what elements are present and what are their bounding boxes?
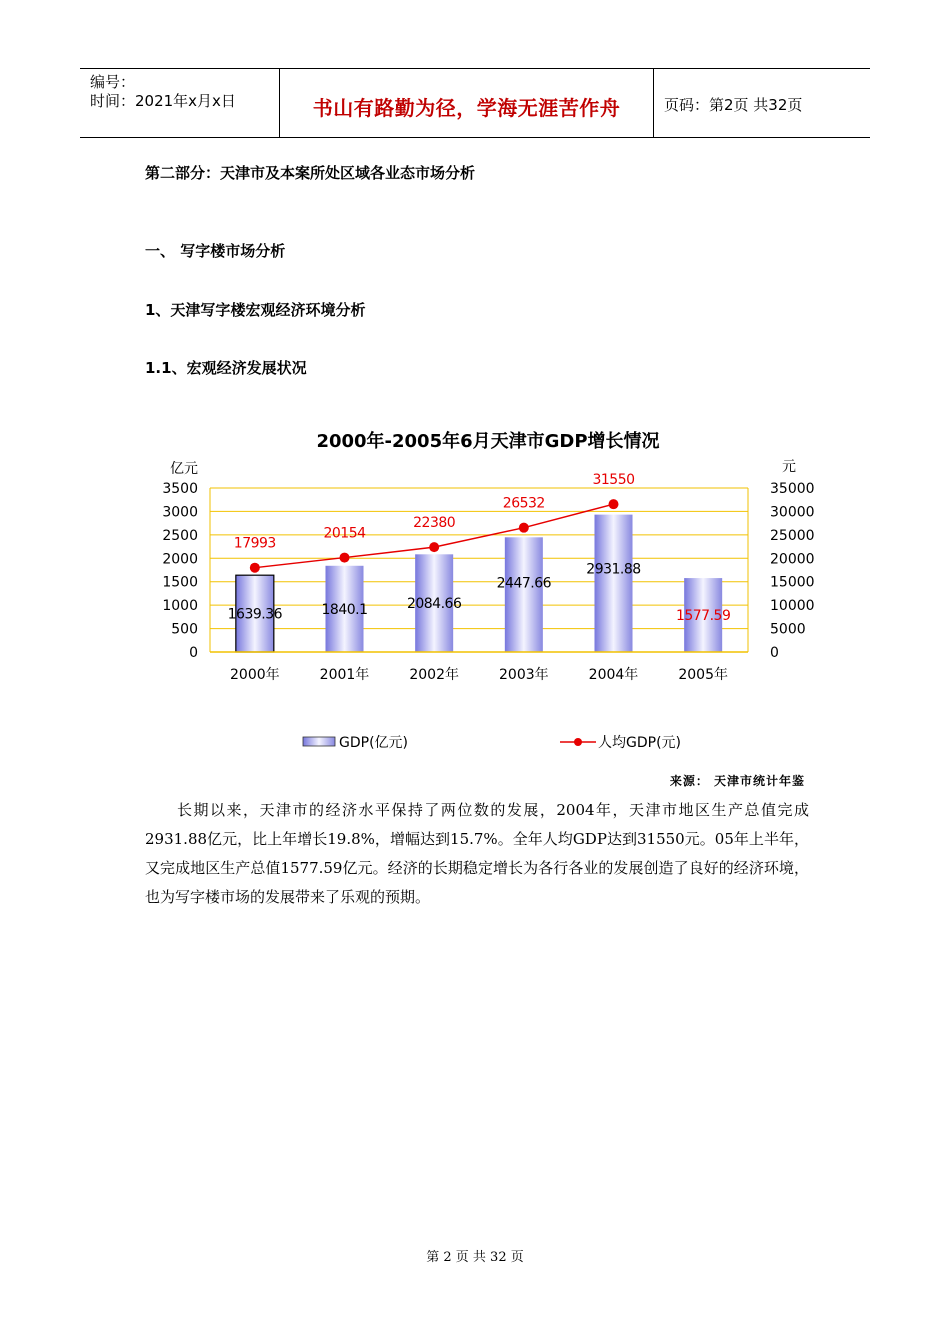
y2-tick-label: 10000 [770, 598, 815, 615]
x-tick-label: 2001年 [319, 667, 370, 683]
right-axis-unit: 元 [782, 459, 796, 475]
gdp-per-capita-point [340, 553, 350, 563]
y-tick-label: 2000 [162, 551, 198, 568]
page-footer: 第 2 页 共 32 页 [426, 1250, 524, 1265]
y2-tick-label: 15000 [770, 574, 815, 591]
legend-gdp-label: GDP(亿元) [339, 735, 408, 751]
y-tick-label: 0 [189, 645, 198, 661]
gdp-bar [505, 537, 543, 652]
gdp-bar-label: 1639.36 [227, 606, 283, 623]
x-tick-label: 2004年 [588, 667, 639, 683]
gdp-per-capita-label: 26532 [502, 495, 545, 512]
legend-line-marker [574, 738, 582, 746]
gdp-bar-label: 1577.59 [675, 608, 731, 625]
header-motto: 书山有路勤为径，学海无涯苦作舟 [280, 69, 654, 137]
gdp-per-capita-point [609, 499, 619, 509]
subsection-heading: 1、天津写字楼宏观经济环境分析 [145, 301, 366, 319]
x-tick-label: 2002年 [409, 667, 459, 683]
gdp-per-capita-point [250, 563, 260, 573]
x-tick-label: 2005年 [678, 667, 728, 683]
header-page-info: 页码：第2页 共32页 [664, 95, 803, 114]
gdp-per-capita-point [429, 542, 439, 552]
y-tick-label: 1500 [162, 574, 198, 591]
gdp-bar-label: 2931.88 [586, 561, 641, 578]
gdp-per-capita-label: 22380 [413, 515, 456, 532]
legend-bar-swatch [303, 737, 335, 746]
gdp-per-capita-label: 17993 [233, 535, 276, 552]
gdp-bar-label: 1840.1 [321, 601, 368, 618]
y-tick-label: 2500 [162, 527, 198, 544]
y-tick-label: 500 [171, 621, 198, 638]
number-label: 编号： [90, 73, 136, 91]
legend-per-capita-label: 人均GDP(元) [598, 735, 681, 751]
y-tick-label: 3500 [162, 481, 198, 497]
y-tick-label: 1000 [162, 598, 198, 615]
header-table [80, 68, 870, 138]
gdp-bar-label: 2084.66 [406, 596, 462, 613]
x-tick-label: 2003年 [499, 667, 549, 683]
subsubsection-heading: 1.1、宏观经济发展状况 [145, 359, 307, 377]
gdp-per-capita-label: 20154 [323, 525, 366, 542]
left-axis-unit: 亿元 [170, 461, 198, 477]
source-note: 来源： 天津市统计年鉴 [669, 774, 805, 788]
y-tick-label: 3000 [162, 504, 198, 521]
gdp-per-capita-label: 31550 [592, 472, 635, 489]
header-meta [80, 69, 280, 137]
y2-tick-label: 35000 [770, 481, 815, 497]
chart-title: 2000年-2005年6月天津市GDP增长情况 [316, 431, 660, 452]
time-label: 时间：2021年x月x日 [90, 92, 236, 110]
section-heading: 一、 写字楼市场分析 [145, 242, 286, 260]
gdp-per-capita-point [519, 523, 529, 533]
gdp-bar [595, 515, 633, 652]
y2-tick-label: 20000 [770, 551, 815, 568]
gdp-bar-label: 2447.66 [496, 575, 552, 592]
y2-tick-label: 30000 [770, 504, 815, 521]
x-tick-label: 2000年 [230, 667, 280, 683]
gdp-chart [150, 420, 815, 770]
body-paragraph: 长期以来，天津市的经济水平保持了两位数的发展，2004年，天津市地区生产总值完成2931.88亿元，比上年增长19.8%，增幅达到15.7%。全年人均GDP达到31550元。05年上半年，又完成地区生产总值1577.59亿元。经济的长期稳定增长为各行各业的发展创造了良好的经济环境，也为写字楼市场的发展带来了乐观的预期。 [145, 801, 809, 906]
y2-tick-label: 0 [770, 645, 779, 661]
y2-tick-label: 5000 [770, 621, 806, 638]
y2-tick-label: 25000 [770, 527, 815, 544]
part-heading: 第二部分：天津市及本案所处区域各业态市场分析 [145, 164, 476, 182]
